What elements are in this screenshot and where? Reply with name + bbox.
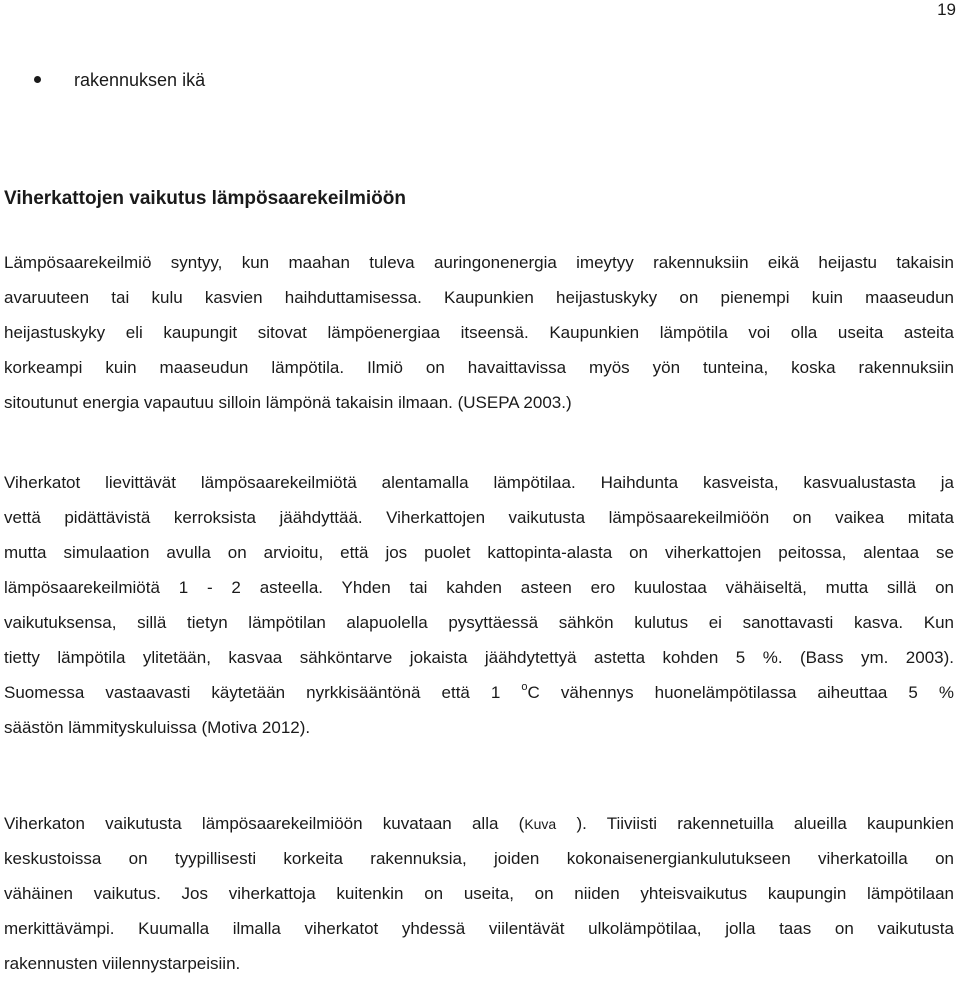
- paragraph-line: rakennusten viilennystarpeisiin.: [4, 954, 241, 973]
- paragraph-line: heijastuskyky eli kaupungit sitovat lämpöenergiaa itseensä. Kaupunkien lämpötila voi olla useita asteita: [4, 323, 954, 342]
- paragraph-urban-heat-island: [4, 245, 954, 420]
- bullet-text: rakennuksen ikä: [74, 70, 206, 90]
- paragraph-line: vähäinen vaikutus. Jos viherkattoja kuitenkin on useita, on niiden yhteisvaikutus kaupungin lämpötilaan: [4, 884, 954, 903]
- line-text: Viherkaton vaikutusta lämpösaarekeilmiöön kuvataan alla (: [4, 814, 525, 833]
- bullet-icon: [34, 76, 41, 83]
- degree-superscript: o: [521, 681, 528, 693]
- paragraph-line: mutta simulaation avulla on arvioitu, että jos puolet kattopinta-alasta on viherkattojen peitossa, alentaa se: [4, 543, 954, 562]
- paragraph-figure-intro: [4, 806, 954, 981]
- line-text: C vähennys huonelämpötilassa aiheuttaa 5 %: [527, 683, 954, 702]
- paragraph-line: korkeampi kuin maaseudun lämpötila. Ilmiö on havaittavissa myös yön tunteina, koska rakennuksiin: [4, 358, 954, 377]
- line-text: ). Tiiviisti rakennetuilla alueilla kaupunkien: [556, 814, 954, 833]
- page-number: 19: [937, 0, 956, 19]
- paragraph-line: Lämpösaarekeilmiö syntyy, kun maahan tuleva auringonenergia imeytyy rakennuksiin eikä heijastu takaisin: [4, 253, 954, 272]
- paragraph-line: sitoutunut energia vapautuu silloin lämpönä takaisin ilmaan. (USEPA 2003.): [4, 393, 572, 412]
- paragraph-line: keskustoissa on tyypillisesti korkeita rakennuksia, joiden kokonaisenergiankulutukseen viherkatoilla on: [4, 849, 954, 868]
- paragraph-line: säästön lämmityskuluissa (Motiva 2012).: [4, 718, 311, 737]
- paragraph-green-roof-effect: [4, 465, 954, 745]
- paragraph-line: merkittävämpi. Kuumalla ilmalla viherkatot yhdessä viilentävät ulkolämpötilaa, jolla taas on vaikutusta: [4, 919, 954, 938]
- paragraph-line: avaruuteen tai kulu kasvien haihduttamisessa. Kaupunkien heijastuskyky on pienempi kuin maaseudun: [4, 288, 954, 307]
- paragraph-line: vaikutuksensa, sillä tietyn lämpötilan alapuolella pysyttäessä sähkön kulutus ei sanottavasti kasva. Kun: [4, 613, 954, 632]
- paragraph-line: Viherkatot lievittävät lämpösaarekeilmiötä alentamalla lämpötilaa. Haihdunta kasveista, kasvualustasta ja: [4, 473, 954, 492]
- paragraph-line: tietty lämpötila ylitetään, kasvaa sähköntarve jokaista jäähdytettyä astetta kohden 5 %. (Bass ym. 2003).: [4, 648, 954, 667]
- paragraph-line: [4, 675, 954, 710]
- line-text: Suomessa vastaavasti käytetään nyrkkisääntönä että 1: [4, 683, 522, 702]
- paragraph-line: vettä pidättävistä kerroksista jäähdyttää. Viherkattojen vaikutusta lämpösaarekeilmiöön on vaikea mitata: [4, 508, 954, 527]
- section-heading: Viherkattojen vaikutus lämpösaarekeilmiöön: [4, 188, 406, 209]
- paragraph-line: lämpösaarekeilmiötä 1 - 2 asteella. Yhden tai kahden asteen ero kuulostaa vähäiseltä, mutta sillä on: [4, 578, 954, 597]
- figure-reference: Kuva: [524, 816, 557, 832]
- paragraph-line: [4, 806, 954, 841]
